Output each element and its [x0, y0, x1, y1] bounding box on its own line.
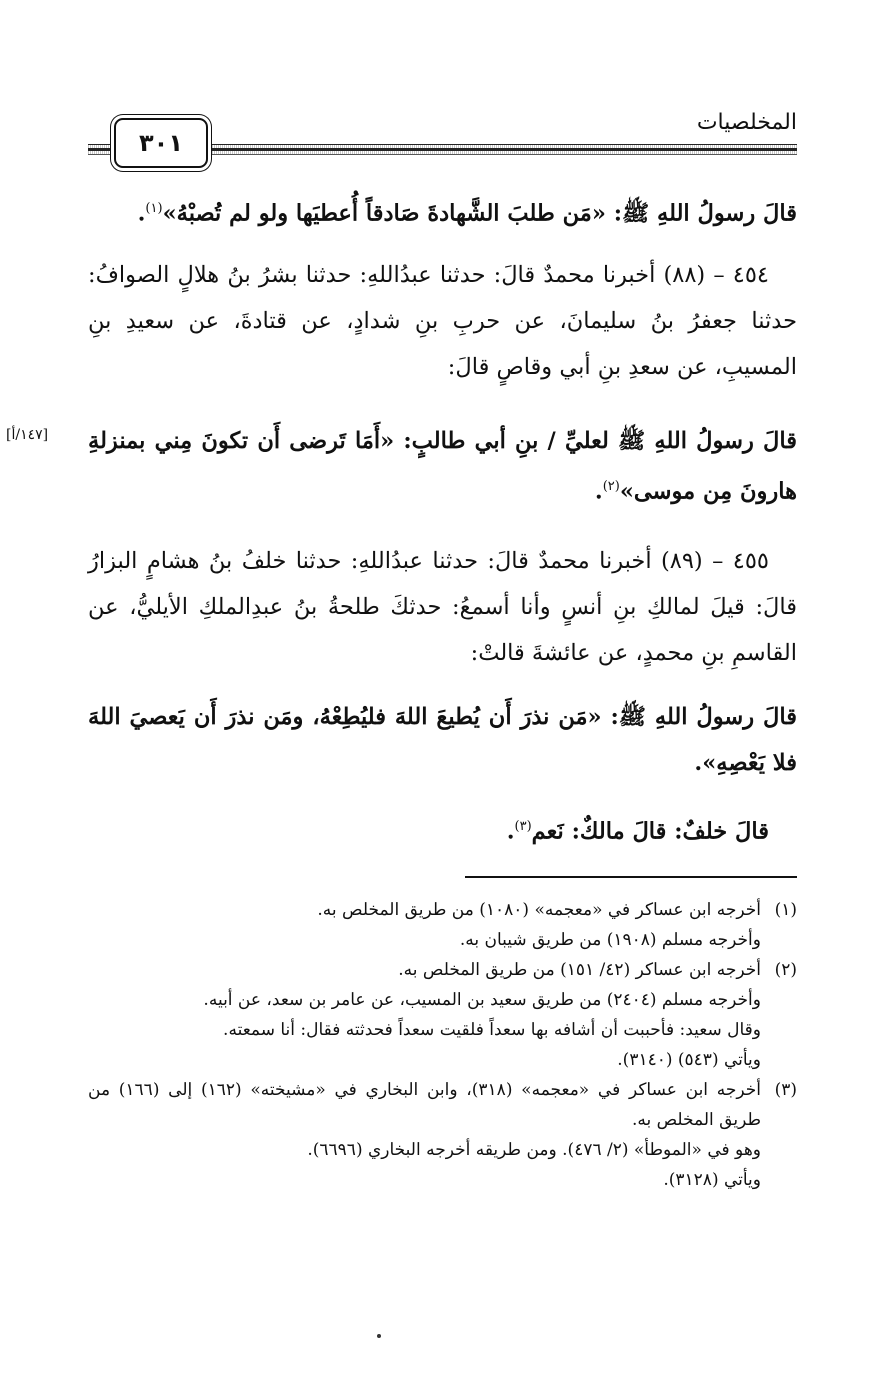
footnote-text: أخرجه ابن عساكر (٤٢/ ١٥١) من طريق المخلص به.	[398, 960, 761, 980]
footnote-text: ويأتي (٣١٢٨).	[663, 1170, 761, 1190]
margin-folio-marker: [١٤٧/أ]	[6, 427, 49, 443]
running-header-title: المخلصيات	[696, 110, 797, 135]
footnote-1	[88, 895, 797, 925]
isnad-paragraph: ٤٥٤ – (٨٨) أخبرنا محمدٌ قالَ: حدثنا عبدُاللهِ: حدثنا بشرُ بنُ هلالٍ الصوافُ: حدثنا جعفرُ بنُ سليمانَ، عن حربِ بنِ شدادٍ، عن قتادةَ، عن سعيدِ بنِ المسيبِ، عن سعدِ بنِ أبي وقاصٍ قالَ:	[88, 262, 797, 380]
hadith-text-content: قالَ رسولُ اللهِ ﷺ لعليِّ / بنِ أبي طالبٍ: «أَمَا تَرضى أَن تكونَ مِني بمنزلةِ هارونَ مِن موسى»	[88, 428, 797, 505]
footnote-ref: (١)	[145, 201, 163, 216]
hadith-text	[88, 418, 797, 515]
hadith-text	[88, 186, 797, 237]
punctuation: .	[506, 818, 515, 845]
punctuation: .	[594, 478, 603, 505]
ink-speck	[377, 1334, 381, 1338]
footnote-text: أخرجه ابن عساكر في «معجمه» (٣١٨)، وابن البخاري في «مشيخته» (١٦٢) إلى (١٦٦) من طريق المخلص به.	[88, 1080, 761, 1130]
footnote-number: (٣)	[774, 1080, 797, 1100]
footnote-text: وقال سعيد: فأحببت أن أشافه بها سعداً فلقيت سعداً فحدثته فقال: أنا سمعته.	[223, 1020, 761, 1040]
footnote-ref: (٣)	[514, 819, 532, 834]
hadith-text: قالَ رسولُ اللهِ ﷺ: «مَن نذرَ أَن يُطيعَ اللهَ فليُطِعْهُ، ومَن نذرَ أَن يَعصيَ اللهَ فلا يَعْصِهِ».	[88, 704, 797, 776]
footnote-text: وأخرجه مسلم (١٩٠٨) من طريق شيبان به.	[459, 930, 761, 950]
isnad-paragraph: ٤٥٥ – (٨٩) أخبرنا محمدٌ قالَ: حدثنا عبدُاللهِ: حدثنا خلفُ بنُ هشامٍ البزارُ قالَ: قيلَ لمالكِ بنِ أنسٍ وأنا أسمعُ: حدثكَ طلحةُ بنُ عبدِالملكِ الأيليُّ، عن القاسمِ بنِ محمدٍ، عن عائشةَ قالتْ:	[88, 548, 797, 666]
footnote-text: وأخرجه مسلم (٢٤٠٤) من طريق سعيد بن المسيب، عن عامر بن سعد، عن أبيه.	[203, 990, 761, 1010]
footnote-number: (٢)	[774, 960, 797, 980]
footnote-separator	[465, 876, 797, 878]
punctuation: .	[137, 200, 146, 227]
footnote-ref: (٢)	[602, 479, 620, 494]
page-number: ٣٠١	[114, 118, 208, 168]
closing-remark	[88, 804, 797, 855]
footnote-3	[88, 1075, 797, 1135]
hadith-text-content: قالَ رسولُ اللهِ ﷺ: «مَن طلبَ الشَّهادةَ صَادقاً أُعطيَها ولو لم تُصبْهُ»	[162, 200, 797, 227]
footnote-2	[88, 955, 797, 985]
footnote-text: ويأتي (٥٤٣) (٣١٤٠).	[617, 1050, 761, 1070]
closing-remark-content: قالَ خلفٌ: قالَ مالكٌ: نَعم	[531, 818, 769, 845]
footnote-text: وهو في «الموطأ» (٢/ ٤٧٦). ومن طريقه أخرجه البخاري (٦٦٩٦).	[307, 1140, 761, 1160]
footnotes	[88, 895, 797, 1195]
footnote-text: أخرجه ابن عساكر في «معجمه» (١٠٨٠) من طريق المخلص به.	[317, 900, 761, 920]
footnote-number: (١)	[774, 900, 797, 920]
